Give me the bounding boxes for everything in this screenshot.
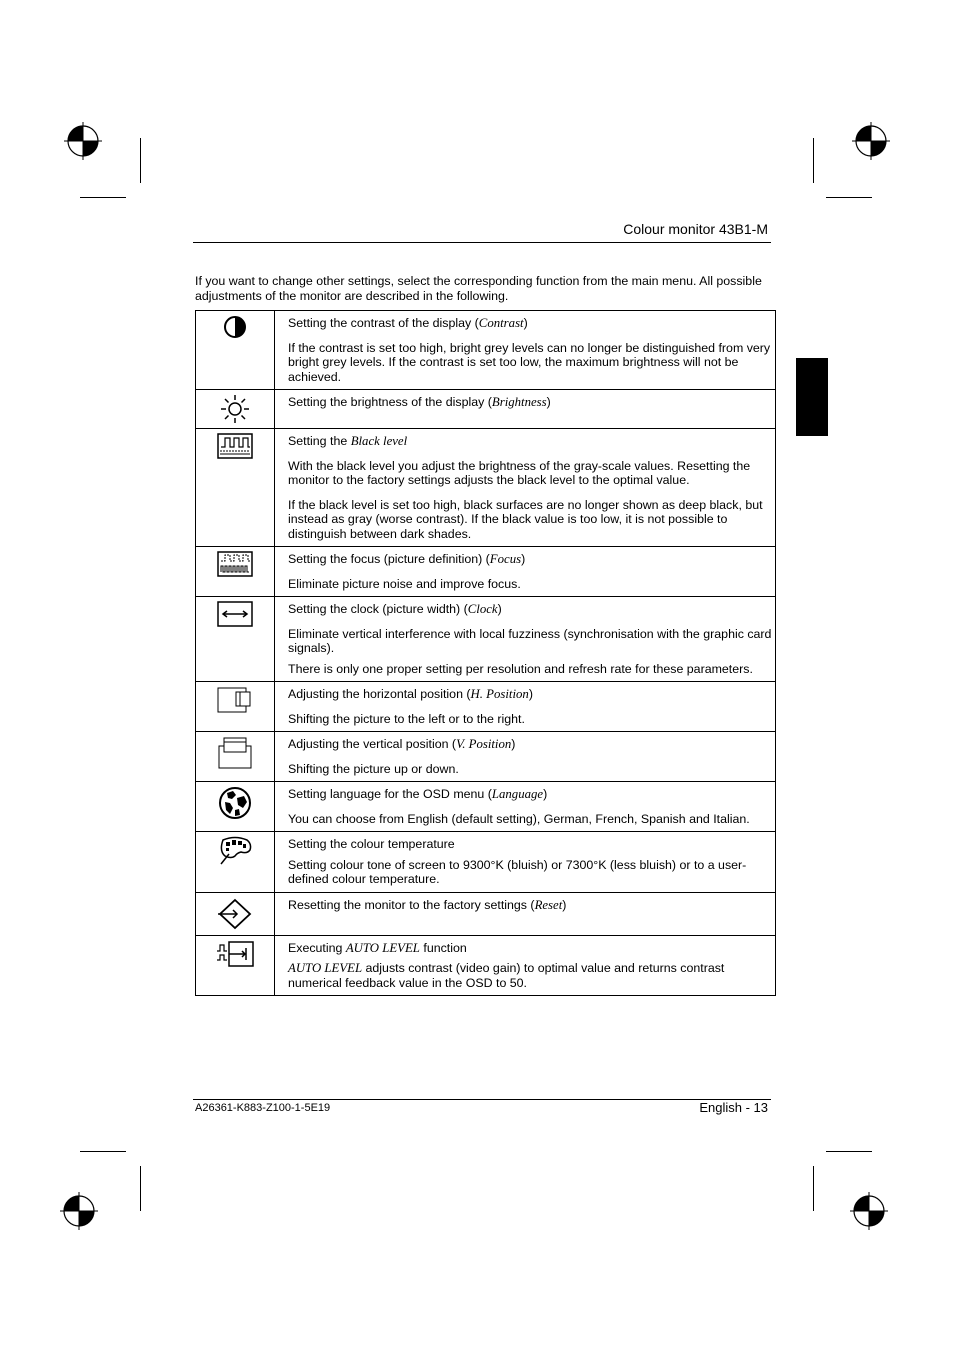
setting-description: With the black level you adjust the brightness of the gray-scale values. Resetting the monitor to the factory settings adjusts the black level to the optimal value. [288,458,751,487]
osd-term: AUTO LEVEL [345,940,420,955]
crop-mark [80,197,126,198]
registration-mark-icon [60,1192,98,1230]
registration-mark-icon [852,122,890,160]
setting-title: Setting the contrast of the display (Contrast) [288,316,528,330]
icon-cell [196,732,275,782]
registration-mark-icon [64,122,102,160]
intro-paragraph: If you want to change other settings, select the corresponding function from the main menu. All possible adjustments of the monitor are described in the following. [195,274,762,303]
osd-term: Language [491,787,544,801]
setting-title: Setting the brightness of the display (Brightness) [288,395,551,409]
icon-cell [196,892,275,935]
auto-level-icon [196,940,274,968]
setting-title: Setting the clock (picture width) (Clock) [288,602,502,616]
registration-mark-icon [850,1192,888,1230]
setting-description: Eliminate vertical interference with local fuzziness (synchronisation with the graphic card signals). [288,626,772,655]
setting-title: Setting language for the OSD menu (Language) [288,787,548,801]
osd-term: Reset [534,897,563,912]
description-cell [275,547,776,597]
description-cell [275,597,776,682]
settings-row [196,547,776,597]
icon-cell [196,935,275,996]
h-position-icon [196,686,274,714]
settings-row [196,429,776,547]
icon-cell [196,597,275,682]
crop-mark [80,1151,126,1152]
description-cell [275,311,776,390]
setting-description: There is only one proper setting per resolution and refresh rate for these parameters. [288,661,753,676]
setting-title: Setting the colour temperature [288,837,455,851]
document-code: A26361-K883-Z100-1-5E19 [195,1102,331,1114]
osd-term: H. Position [470,687,529,701]
running-header: Colour monitor 43B1-M [623,221,768,237]
setting-description: AUTO LEVEL adjusts contrast (video gain) to optimal value and returns contrast numerical feedback value in the OSD to 50. [288,961,725,990]
setting-title: Adjusting the vertical position (V. Position) [288,737,516,751]
settings-row [196,390,776,429]
crop-mark [140,138,141,183]
setting-description: Eliminate picture noise and improve focus. [288,576,521,591]
icon-cell [196,832,275,893]
settings-row [196,892,776,935]
description-cell [275,832,776,893]
black-level-icon [196,433,274,459]
crop-mark [813,1166,814,1211]
description-cell [275,732,776,782]
setting-title: Adjusting the horizontal position (H. Position) [288,687,533,701]
description-cell [275,682,776,732]
icon-cell [196,547,275,597]
settings-row [196,782,776,832]
chapter-tab-marker [796,358,828,436]
icon-cell [196,682,275,732]
contrast-icon [196,315,274,339]
setting-title: Resetting the monitor to the factory settings (Reset) [288,897,567,912]
description-cell [275,935,776,996]
osd-term: V. Position [456,737,512,751]
icon-cell [196,390,275,429]
setting-description: Setting colour tone of screen to 9300°K (bluish) or 7300°K (less bluish) or to a user-defined colour temperature. [288,857,747,886]
setting-description: Shifting the picture to the left or to the right. [288,711,525,726]
setting-description: You can choose from English (default setting), German, French, Spanish and Italian. [288,811,750,826]
osd-term: Clock [467,602,498,616]
colour-palette-icon [196,836,274,866]
crop-mark [140,1166,141,1211]
osd-term: Focus [489,552,522,566]
icon-cell [196,311,275,390]
v-position-icon [196,736,274,770]
page-number: English - 13 [699,1100,768,1115]
icon-cell [196,782,275,832]
description-cell [275,892,776,935]
settings-row [196,732,776,782]
crop-mark [813,138,814,183]
language-globe-icon [196,786,274,820]
setting-title: Setting the Black level [288,434,408,448]
osd-term: Contrast [478,316,524,330]
settings-row [196,682,776,732]
reset-icon [196,897,274,931]
brightness-icon [196,394,274,424]
setting-description: If the black level is set too high, black surfaces are no longer shown as deep black, but instead as gray (worse contrast). If the black value is too low, it is not possible to distinguish between dark shades. [288,497,763,541]
description-cell [275,390,776,429]
settings-row [196,935,776,996]
osd-term: Brightness [491,395,547,409]
setting-title: Executing AUTO LEVEL function [288,940,467,955]
setting-title: Setting the focus (picture definition) (Focus) [288,552,526,566]
settings-row [196,311,776,390]
setting-description: If the contrast is set too high, bright grey levels can no longer be distinguished from very bright grey levels. If the contrast is set too low, the maximum brightness will not be achieved. [288,340,771,384]
description-cell [275,782,776,832]
crop-mark [826,197,872,198]
osd-term: AUTO LEVEL [288,961,363,975]
header-rule [193,242,771,243]
footer-rule [193,1099,771,1100]
settings-table [195,310,776,996]
icon-cell [196,429,275,547]
settings-row [196,832,776,893]
settings-row [196,597,776,682]
setting-description: Shifting the picture up or down. [288,761,459,776]
description-cell [275,429,776,547]
clock-icon [196,601,274,627]
crop-mark [826,1151,872,1152]
osd-term: Black level [350,434,408,448]
focus-icon [196,551,274,577]
